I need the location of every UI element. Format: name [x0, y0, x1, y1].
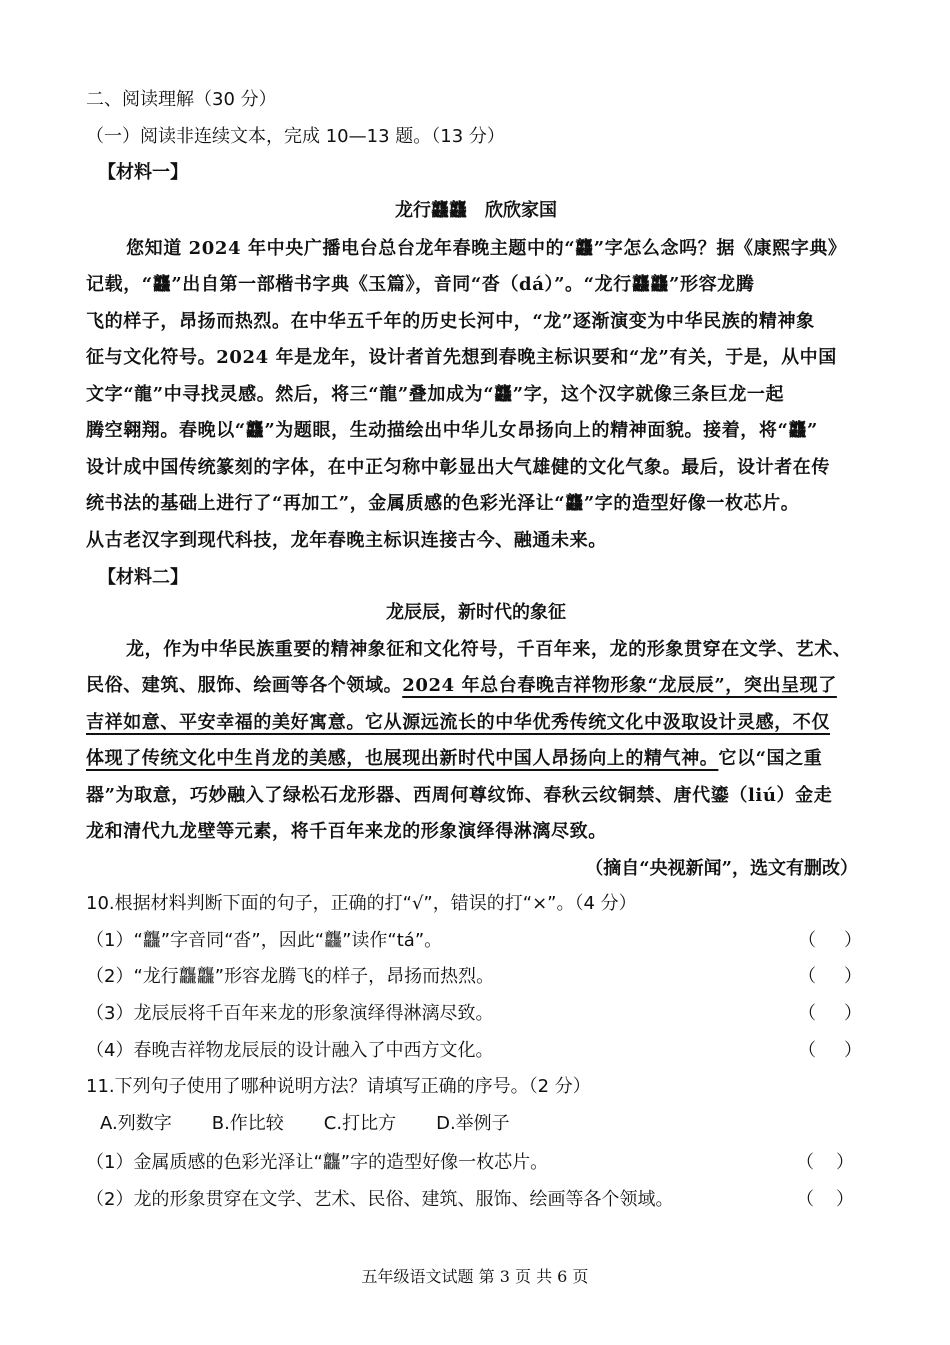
q10-stem: 10.根据材料判断下面的句子，正确的打“√”，错误的打“×”。（4 分）	[86, 893, 637, 914]
q10-item: （3）龙辰辰将千百年来龙的形象演绎得淋漓尽致。	[86, 1003, 494, 1024]
material2-label: 【材料二】	[98, 567, 188, 588]
material1-line: 设计成中国传统篆刻的字体，在中正匀称中彰显出大气雄健的文化气象。最后，设计者在传	[86, 457, 830, 478]
page-footer: 五年级语文试题 第 3 页 共 6 页	[361, 1267, 589, 1286]
material2-text-plain: 民俗、建筑、服饰、绘画等各个领域。	[86, 675, 403, 696]
q11-stem: 11.下列句子使用了哪种说明方法？请填写正确的序号。（2 分）	[86, 1076, 591, 1097]
material2-text-underlined: 体现了传统文化中生肖龙的美感，也展现出新时代中国人昂扬向上的精气神。	[86, 748, 719, 769]
material2-line	[86, 673, 866, 699]
q11-item: （2）龙的形象贯穿在文学、艺术、民俗、建筑、服饰、绘画等各个领域。	[86, 1189, 674, 1210]
material2-text-plain: 它以“国之重	[718, 748, 823, 769]
section-title: 二、阅读理解（30 分）	[86, 89, 277, 110]
q11-option: C.打比方	[323, 1113, 397, 1134]
q11-option: A.列数字	[100, 1113, 172, 1134]
material1-line: 征与文化符号。2024 年是龙年，设计者首先想到春晚主标识要和“龙”有关，于是，从中国	[86, 347, 837, 368]
material1-line: 文字“龍”中寻找灵感。然后，将三“龍”叠加成为“龘”字，这个汉字就像三条巨龙一起	[86, 384, 785, 405]
q11-option: B.作比较	[211, 1113, 284, 1134]
material1-line: 从古老汉字到现代科技，龙年春晚主标识连接古今、融通未来。	[86, 530, 607, 551]
material2-line: 器”为取意，巧妙融入了绿松石龙形器、西周何尊纹饰、春秋云纹铜禁、唐代鎏（liú）金走	[86, 785, 833, 806]
material1-label: 【材料一】	[98, 162, 188, 183]
q11-options	[100, 1111, 880, 1137]
material2-line	[86, 746, 866, 772]
q10-item: （4）春晚吉祥物龙辰辰的设计融入了中西方文化。	[86, 1040, 494, 1061]
q11-item: （1）金属质感的色彩光泽让“龘”字的造型好像一枚芯片。	[86, 1152, 549, 1173]
q10-item: （2）“龙行龘龘”形容龙腾飞的样子，昂扬而热烈。	[86, 966, 495, 987]
material2-text-underlined: 2024 年总台春晚吉祥物形象“龙辰辰”，突出呈现了	[402, 675, 837, 696]
material1-line: 记载，“龘”出自第一部楷书字典《玉篇》，音同“沓（dá）”。“龙行龘龘”形容龙腾	[86, 274, 755, 295]
material2-line-underlined: 吉祥如意、平安幸福的美好寓意。它从源远流长的中华优秀传统文化中汲取设计灵感，不仅	[86, 712, 830, 733]
material2-line: 龙和清代九龙壁等元素，将千百年来龙的形象演绎得淋漓尽致。	[86, 821, 607, 842]
material1-line: 统书法的基础上进行了“再加工”，金属质感的色彩光泽让“龘”字的造型好像一枚芯片。	[86, 493, 800, 514]
exam-page: 二、阅读理解（30 分） （一）阅读非连续文本，完成 10—13 题。（13 分） 【材料一】 龙行龘龘 欣欣家国 您知道 2024 年中央广播电台总台龙年春晚主题中的“龘”字怎么念吗？据《康熙字典》 记载，“龘”出自第一部楷书字典《玉篇》，音同“沓（dá）”。“龙行龘龘”形容龙腾 飞的样子，昂扬而热烈。在中华五千年的历史长河中，“龙”逐渐演变为中华民族的精神象 征与文化符号。2024 年是龙年，设计者首先想到春晚主标识要和“龙”有关，于是，从中国 文字“龍”中寻找灵感。然后，将三“龍”叠加成为“龘”字，这个汉字就像三条巨龙一起 腾空翱翔。春晚以“龘”为题眼，生动描绘出中华儿女昂扬向上的精神面貌。接着，将“龘” 设计成中国传统篆刻的字体，在中正匀称中彰显出大气雄健的文化气象。最后，设计者在传 统书法的基础上进行了“再加工”，金属质感的色彩光泽让“龘”字的造型好像一枚芯片。 从古老汉字到现代科技，龙年春晚主标识连接古今、融通未来。 【材料二】 龙辰辰，新时代的象征 龙，作为中华民族重要的精神象征和文化符号，千百年来，龙的形象贯穿在文学、艺术、 民俗、建筑、服饰、绘画等各个领域。2024 年总台春晚吉祥物形象“龙辰辰”，突出呈现了 吉祥如意、平安幸福的美好寓意。它从源远流长的中华优秀传统文化中汲取设计灵感，不仅 体现了传统文化中生肖龙的美感，也展现出新时代中国人昂扬向上的精气神。它以“国之重 器”为取意，巧妙融入了绿松石龙形器、西周何尊纹饰、春秋云纹铜禁、唐代鎏（liú）金走 龙和清代九龙壁等元素，将千百年来龙的形象演绎得淋漓尽致。 （摘自“央视新闻”，选文有删改） 10.根据材料判断下面的句子，正确的打“√”，错误的打“×”。（4 分） （1）“龘”字音同“沓”，因此“龘”读作“tá”。 （ ） （2）“龙行龘龘”形容龙腾飞的样子，昂扬而热烈。 （ ） （3）龙辰辰将千百年来龙的形象演绎得淋漓尽致。 （ ） （4）春晚吉祥物龙辰辰的设计融入了中西方文化。 （ ） 11.下列句子使用了哪种说明方法？请填写正确的序号。（2 分） A.列数字 B.作比较 C.打比方 D.举例子 （1）金属质感的色彩光泽让“龘”字的造型好像一枚芯片。 （ ） （2）龙的形象贯穿在文学、艺术、民俗、建筑、服饰、绘画等各个领域。 （ ） 五年级语文试题 第 3 页 共 6 页	[0, 0, 950, 1345]
material2-line: 龙，作为中华民族重要的精神象征和文化符号，千百年来，龙的形象贯穿在文学、艺术、	[126, 639, 852, 660]
q10-item: （1）“龘”字音同“沓”，因此“龘”读作“tá”。	[86, 930, 443, 951]
material1-line: 腾空翱翔。春晚以“龘”为题眼，生动描绘出中华儿女昂扬向上的精神面貌。接着，将“龘”	[86, 420, 819, 441]
source-note: （摘自“央视新闻”，选文有删改）	[585, 858, 858, 879]
part1-heading: （一）阅读非连续文本，完成 10—13 题。（13 分）	[86, 126, 505, 147]
q11-option: D.举例子	[436, 1113, 510, 1134]
material1-line: 飞的样子，昂扬而热烈。在中华五千年的历史长河中，“龙”逐渐演变为中华民族的精神象	[86, 311, 815, 332]
material1-title: 龙行龘龘 欣欣家国	[395, 200, 557, 221]
material2-title: 龙辰辰，新时代的象征	[386, 602, 566, 623]
material1-line: 您知道 2024 年中央广播电台总台龙年春晚主题中的“龘”字怎么念吗？据《康熙字典》	[126, 238, 847, 259]
